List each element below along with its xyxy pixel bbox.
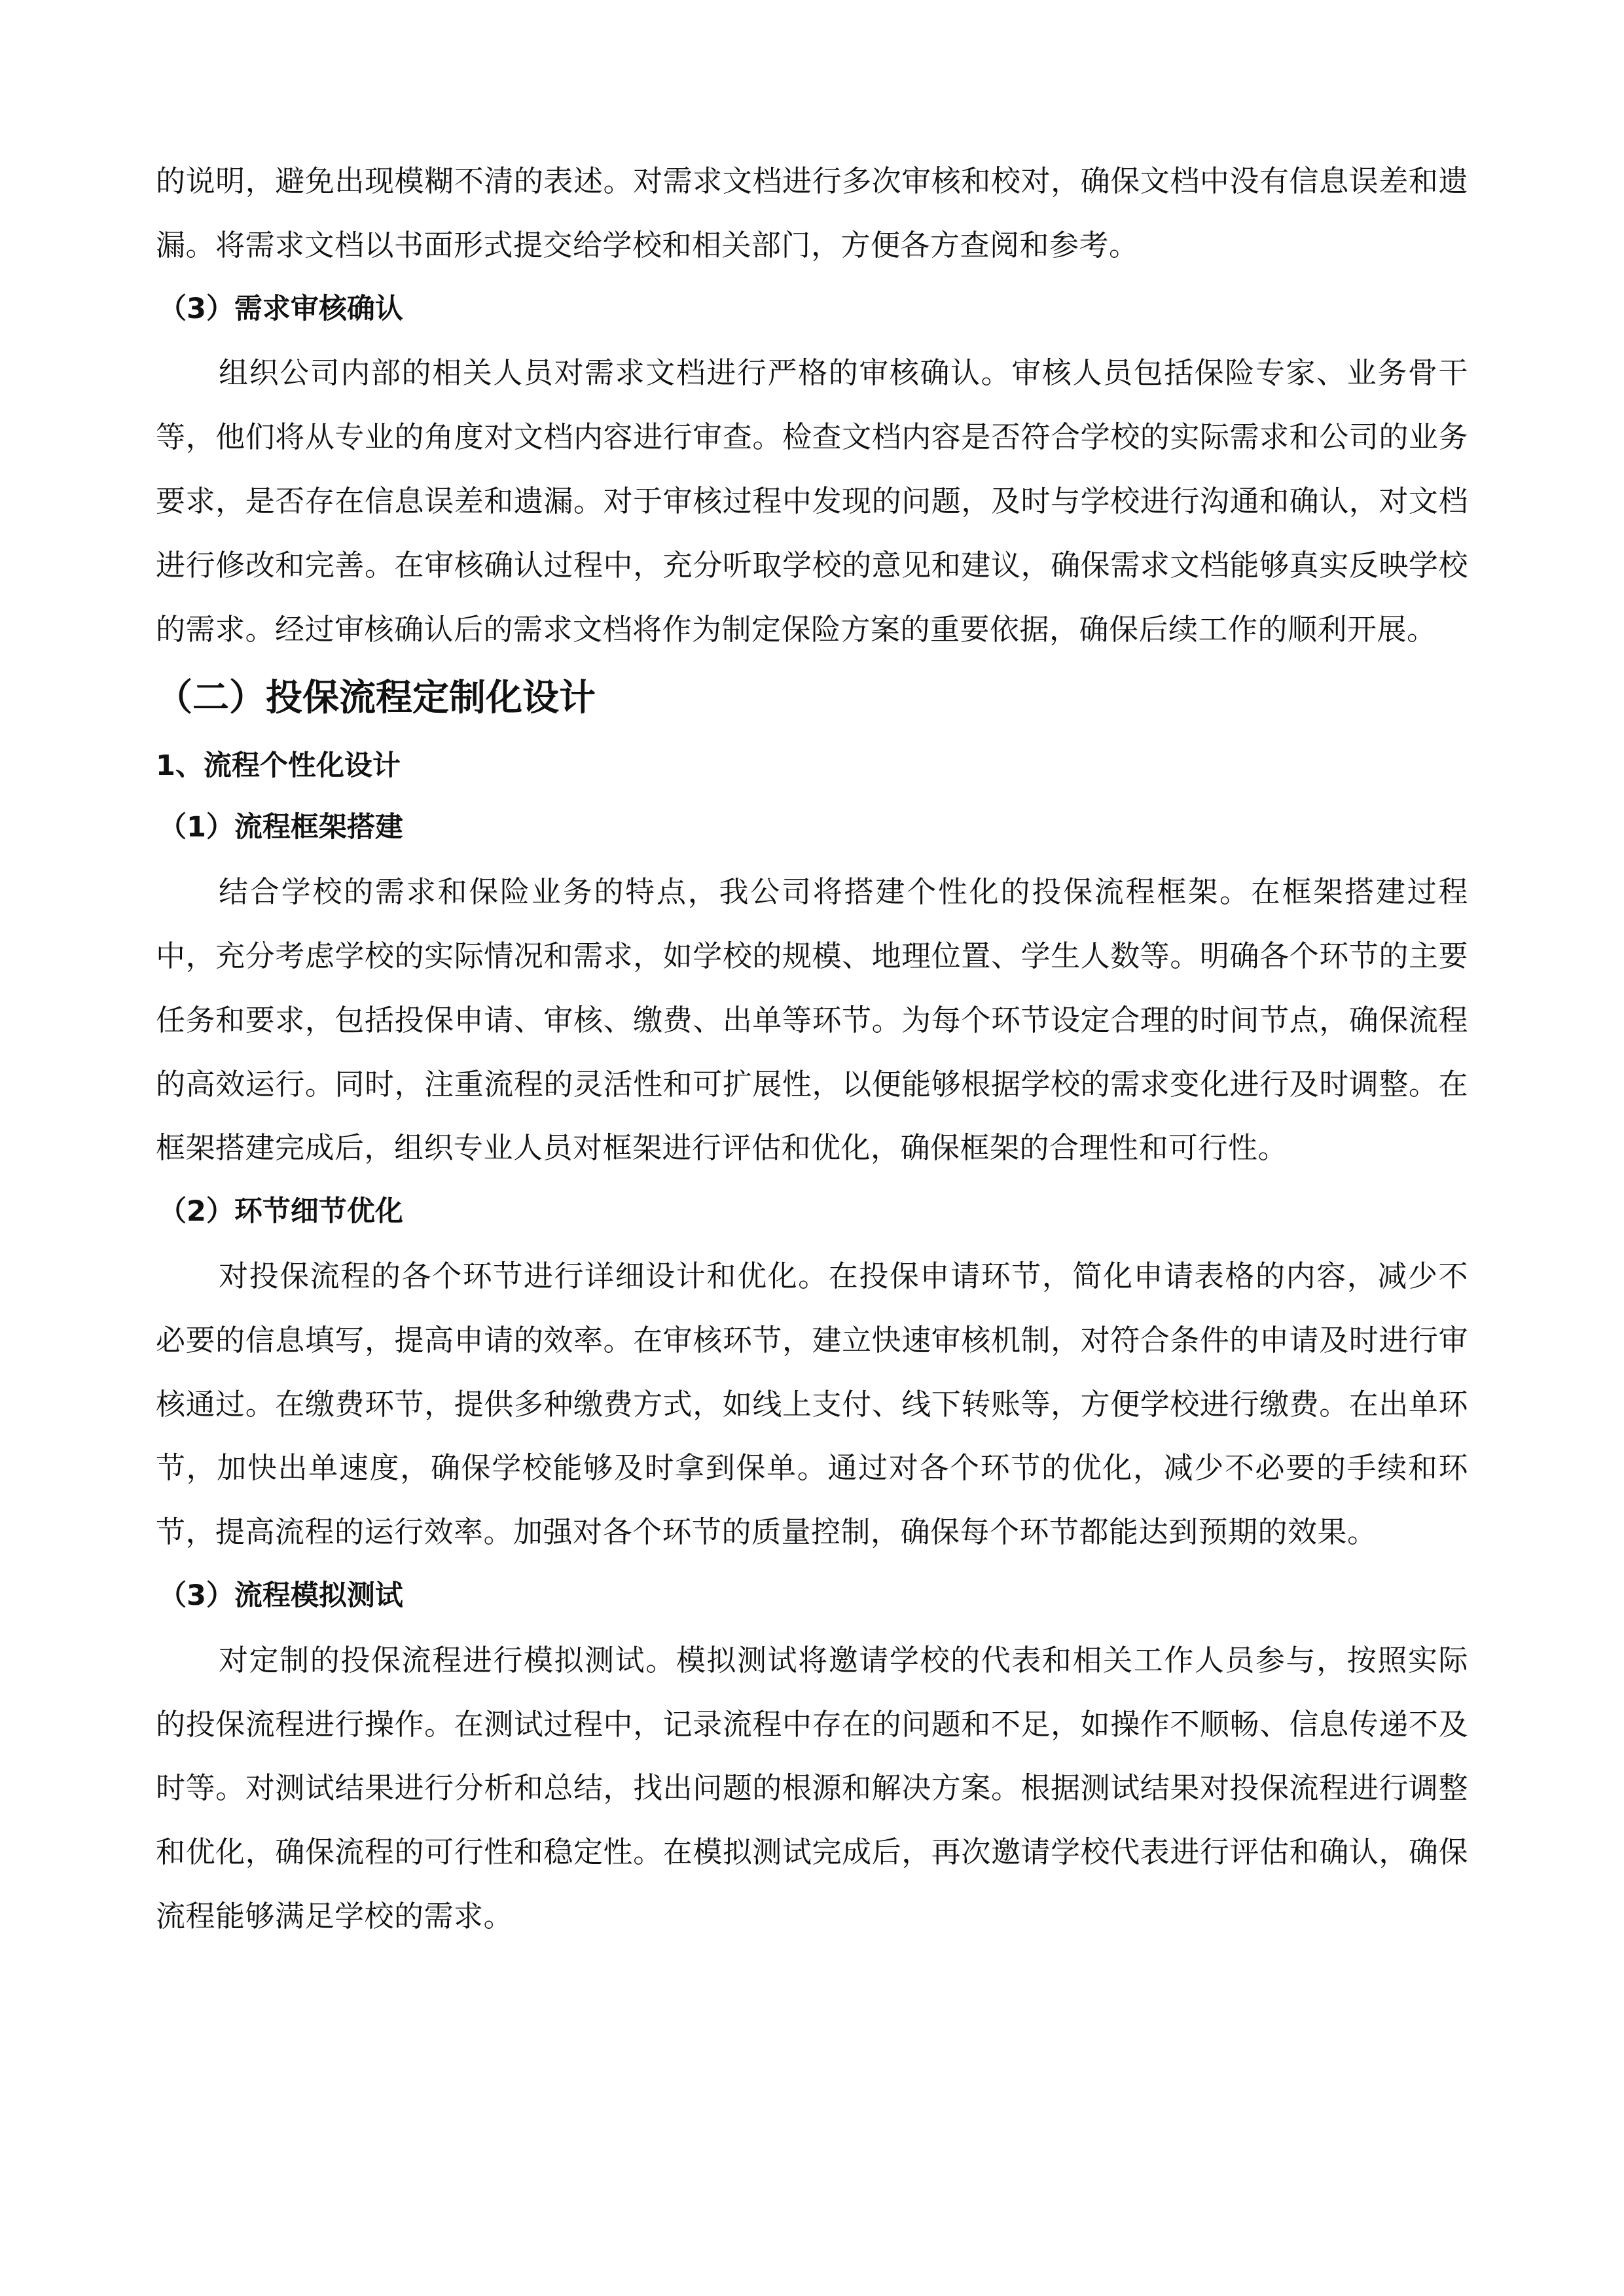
heading-requirement-review: （3）需求审核确认 xyxy=(158,292,403,325)
page-content xyxy=(156,149,1468,1948)
heading-process-framework: （1）流程框架搭建 xyxy=(158,811,403,844)
paragraph-detail-optimization: 对投保流程的各个环节进行详细设计和优化。在投保申请环节，简化申请表格的内容，减少不必要的信息填写，提高申请的效率。在审核环节，建立快速审核机制，对符合条件的申请及时进行审核通过。在缴费环节，提供多种缴费方式，如线上支付、线下转账等，方便学校进行缴费。在出单环节，加快出单速度，确保学校能够及时拿到保单。通过对各个环节的优化，减少不必要的手续和环节，提高流程的运行效率。加强对各个环节的质量控制，确保每个环节都能达到预期的效果。 xyxy=(156,1258,1468,1550)
subsection-heading-personalized-design: 1、流程个性化设计 xyxy=(156,749,401,783)
paragraph-simulation-test: 对定制的投保流程进行模拟测试。模拟测试将邀请学校的代表和相关工作人员参与，按照实际的投保流程进行操作。在测试过程中，记录流程中存在的问题和不足，如操作不顺畅、信息传递不及时等。对测试结果进行分析和总结，找出问题的根源和解决方案。根据测试结果对投保流程进行调整和优化，确保流程的可行性和稳定性。在模拟测试完成后，再次邀请学校代表进行评估和确认，确保流程能够满足学校的需求。 xyxy=(156,1642,1468,1933)
paragraph-process-framework: 结合学校的需求和保险业务的特点，我公司将搭建个性化的投保流程框架。在框架搭建过程中，充分考虑学校的实际情况和需求，如学校的规模、地理位置、学生人数等。明确各个环节的主要任务和要求，包括投保申请、审核、缴费、出单等环节。为每个环节设定合理的时间节点，确保流程的高效运行。同时，注重流程的灵活性和可扩展性，以便能够根据学校的需求变化进行及时调整。在框架搭建完成后，组织专业人员对框架进行评估和优化，确保框架的合理性和可行性。 xyxy=(156,874,1468,1166)
section-heading-process-design: （二）投保流程定制化设计 xyxy=(156,677,596,720)
heading-simulation-test: （3）流程模拟测试 xyxy=(158,1579,403,1612)
paragraph-requirement-review: 组织公司内部的相关人员对需求文档进行严格的审核确认。审核人员包括保险专家、业务骨干等，他们将从专业的角度对文档内容进行审查。检查文档内容是否符合学校的实际需求和公司的业务要求，是否存在信息误差和遗漏。对于审核过程中发现的问题，及时与学校进行沟通和确认，对文档进行修改和完善。在审核确认过程中，充分听取学校的意见和建议，确保需求文档能够真实反映学校的需求。经过审核确认后的需求文档将作为制定保险方案的重要依据，确保后续工作的顺利开展。 xyxy=(156,355,1468,647)
paragraph-top: 的说明，避免出现模糊不清的表述。对需求文档进行多次审核和校对，确保文档中没有信息误差和遗漏。将需求文档以书面形式提交给学校和相关部门，方便各方查阅和参考。 xyxy=(156,164,1468,262)
heading-detail-optimization: （2）环节细节优化 xyxy=(158,1195,403,1229)
